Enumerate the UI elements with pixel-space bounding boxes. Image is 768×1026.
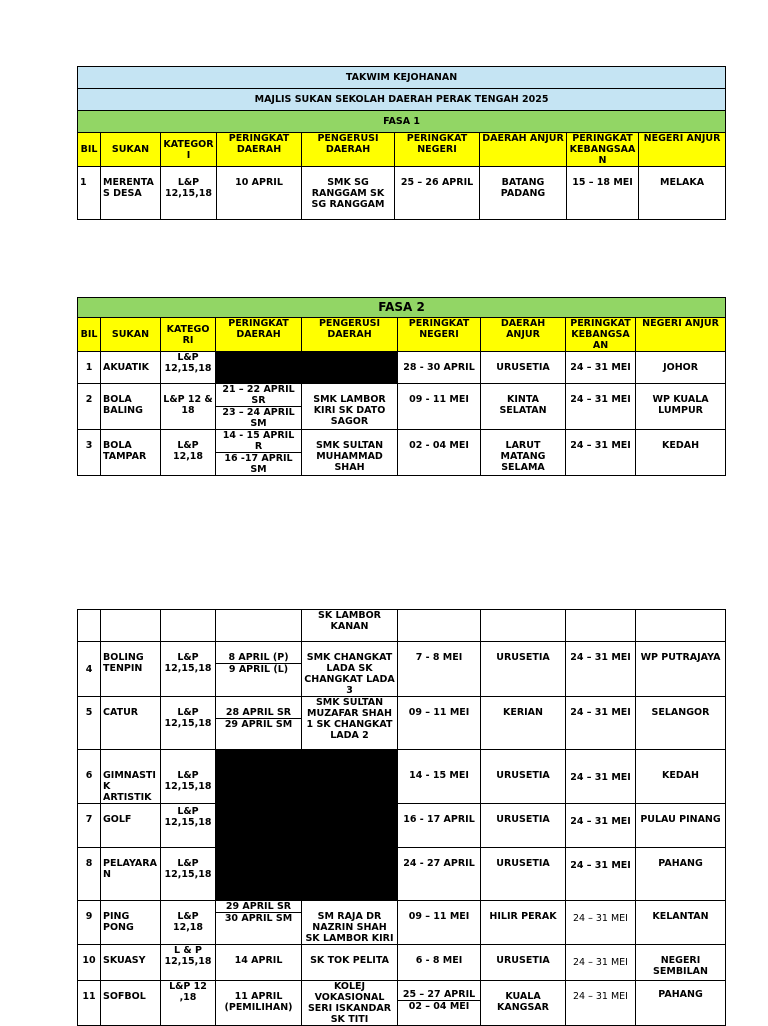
cell-peringkat-negeri [398, 981, 481, 1026]
cell-kebangsaan: 24 – 31 MEI [566, 981, 636, 1026]
cell-daerah-anjur: URUSETIA [481, 352, 566, 384]
cell-sukan: CATUR [101, 697, 161, 750]
cell-daerah-anjur: BATANG PADANG [480, 167, 567, 220]
header-sukan: SUKAN [101, 318, 161, 352]
cell-peringkat-negeri: 6 - 8 MEI [398, 945, 481, 981]
cell-daerah-anjur: KINTA SELATAN [481, 384, 566, 430]
cell-daerah-anjur: URUSETIA [481, 804, 566, 848]
cell-kebangsaan: 24 – 31 MEI [566, 642, 636, 697]
header-kategori: KATEGORI [161, 318, 216, 352]
table-row [78, 901, 726, 945]
table-row [78, 750, 726, 804]
cell-pengerusi: SM RAJA DR NAZRIN SHAH SK LAMBOR KIRI [302, 901, 398, 945]
cell-sukan: BOLING TENPIN [101, 642, 161, 697]
cell-daerah-anjur: HILIR PERAK [481, 901, 566, 945]
cell-kategori: L&P 12,15,18 [161, 697, 216, 750]
cell-pengerusi: SMK SULTAN MUZAFAR SHAH 1 SK CHANGKAT LADA 2 [302, 697, 398, 750]
header-bil: BIL [78, 133, 101, 167]
cell-sukan: GIMNASTIK ARTISTIK [101, 750, 161, 804]
table-row [78, 610, 726, 642]
cell-peringkat-negeri: 09 - 11 MEI [398, 384, 481, 430]
cell-sukan: SOFBOL [101, 981, 161, 1026]
cell-kebangsaan: 24 – 31 MEI [566, 804, 636, 848]
cell-negeri-anjur: KELANTAN [636, 901, 726, 945]
cell-bil: 10 [78, 945, 101, 981]
cell-peringkat-negeri: 7 - 8 MEI [398, 642, 481, 697]
cell-peringkat-negeri: 24 - 27 APRIL [398, 848, 481, 901]
cell-peringkat-daerah [216, 430, 302, 476]
cell-kategori: L&P 12 ,18 [161, 981, 216, 1026]
cell-negeri-anjur: SELANGOR [636, 697, 726, 750]
cell-kebangsaan: 24 – 31 MEI [566, 384, 636, 430]
table-fasa-2-continued [77, 609, 726, 1026]
header-peringkat-negeri: PERINGKAT NEGERI [395, 133, 480, 167]
cell-bil: 1 [78, 352, 101, 384]
cell-peringkat-negeri: 25 – 26 APRIL [395, 167, 480, 220]
cell-sukan: BOLA TAMPAR [101, 430, 161, 476]
cell-kebangsaan: 24 – 31 MEI [566, 901, 636, 945]
header-kategori: KATEGORI [161, 133, 217, 167]
cell-pengerusi: SK LAMBOR KANAN [302, 610, 398, 642]
cell-pengerusi: KOLEJ VOKASIONAL SERI ISKANDAR SK TITI [302, 981, 398, 1026]
negeri-date-a: 25 – 27 APRIL [398, 989, 480, 1001]
header-daerah-anjur: DAERAH ANJUR [481, 318, 566, 352]
table-row [78, 804, 726, 848]
header-peringkat-kebangsaan: PERINGKAT KEBANGSAAN [566, 318, 636, 352]
header-peringkat-daerah: PERINGKAT DAERAH [217, 133, 302, 167]
cell-pengerusi: SMK SULTAN MUHAMMAD SHAH [302, 430, 398, 476]
cell-bil: 4 [78, 642, 101, 697]
cell-daerah-anjur: URUSETIA [481, 848, 566, 901]
table-row [78, 697, 726, 750]
daerah-date-sm: 29 APRIL SM [224, 719, 293, 730]
cell-bil: 8 [78, 848, 101, 901]
cell-sukan: GOLF [101, 804, 161, 848]
fasa-1-label: FASA 1 [78, 111, 726, 133]
cell-peringkat-daerah [216, 384, 302, 430]
header-peringkat-negeri: PERINGKAT NEGERI [398, 318, 481, 352]
cell-negeri-anjur: KEDAH [636, 750, 726, 804]
header-daerah-anjur: DAERAH ANJUR [480, 133, 567, 167]
cell-negeri-anjur: NEGERI SEMBILAN [636, 945, 726, 981]
cell-sukan: PELAYARAN [101, 848, 161, 901]
cell-kategori: L&P 12,15,18 [161, 352, 216, 384]
cell-kategori: L&P 12,15,18 [161, 750, 216, 804]
cell-pengerusi: SMK SG RANGGAM SK SG RANGGAM [302, 167, 395, 220]
cell-kebangsaan: 24 – 31 MEI [566, 430, 636, 476]
cell-kategori: L&P 12,15,18 [161, 167, 217, 220]
negeri-date-b: 02 – 04 MEI [408, 1001, 470, 1012]
table-row [78, 430, 726, 476]
cell-pengerusi: SMK LAMBOR KIRI SK DATO SAGOR [302, 384, 398, 430]
cell-negeri-anjur: PAHANG [636, 981, 726, 1026]
cell-kebangsaan: 24 – 31 MEI [566, 848, 636, 901]
cell-daerah-anjur: KUALA KANGSAR [481, 981, 566, 1026]
cell-pengerusi: SK TOK PELITA [302, 945, 398, 981]
header-pengerusi-daerah: PENGERUSI DAERAH [302, 318, 398, 352]
cell-negeri-anjur: PAHANG [636, 848, 726, 901]
daerah-date-sm: 16 -17 APRIL SM [224, 453, 293, 475]
cell-negeri-anjur: KEDAH [636, 430, 726, 476]
daerah-date-l: 9 APRIL (L) [228, 664, 289, 675]
header-pengerusi-daerah: PENGERUSI DAERAH [302, 133, 395, 167]
table-row [78, 981, 726, 1026]
cell-kebangsaan: 15 – 18 MEI [567, 167, 639, 220]
redacted-block [302, 750, 398, 901]
daerah-date-sm: 23 – 24 APRIL SM [222, 407, 295, 429]
table-row [78, 384, 726, 430]
cell-daerah-anjur: URUSETIA [481, 642, 566, 697]
cell-bil: 7 [78, 804, 101, 848]
redacted-block [216, 750, 302, 901]
cell-negeri-anjur: JOHOR [636, 352, 726, 384]
cell-kebangsaan: 24 – 31 MEI [566, 750, 636, 804]
header-sukan: SUKAN [101, 133, 161, 167]
daerah-date-sm: 30 APRIL SM [224, 913, 293, 924]
header-negeri-anjur: NEGERI ANJUR [636, 318, 726, 352]
cell-peringkat-daerah: 11 APRIL (PEMILIHAN) [216, 981, 302, 1026]
cell-daerah-anjur: LARUT MATANG SELAMA [481, 430, 566, 476]
daerah-date-r: 14 - 15 APRIL R [216, 430, 301, 453]
header-row [78, 133, 726, 167]
cell-peringkat-negeri: 16 - 17 APRIL [398, 804, 481, 848]
table-row [78, 945, 726, 981]
table-row [78, 642, 726, 697]
cell-bil: 9 [78, 901, 101, 945]
cell-kategori: L&P 12,15,18 [161, 804, 216, 848]
cell-bil: 1 [78, 167, 101, 220]
cell-pengerusi: SMK CHANGKAT LADA SK CHANGKAT LADA 3 [302, 642, 398, 697]
table-row [78, 167, 726, 220]
redacted-block [302, 352, 398, 384]
cell-peringkat-negeri: 09 – 11 MEI [398, 697, 481, 750]
cell-negeri-anjur: WP KUALA LUMPUR [636, 384, 726, 430]
cell-daerah-anjur: KERIAN [481, 697, 566, 750]
header-negeri-anjur: NEGERI ANJUR [639, 133, 726, 167]
cell-negeri-anjur: MELAKA [639, 167, 726, 220]
table-fasa-2 [77, 297, 726, 476]
daerah-date-p: 8 APRIL (P) [216, 652, 301, 664]
cell-peringkat-negeri: 28 - 30 APRIL [398, 352, 481, 384]
cell-kategori: L&P 12,15,18 [161, 642, 216, 697]
cell-peringkat-daerah [216, 642, 302, 697]
cell-kebangsaan: 24 – 31 MEI [566, 352, 636, 384]
cell-kategori: L&P 12,18 [161, 430, 216, 476]
cell-bil: 2 [78, 384, 101, 430]
cell-kebangsaan: 24 – 31 MEI [566, 697, 636, 750]
cell-daerah-anjur: URUSETIA [481, 750, 566, 804]
cell-kategori: L&P 12,15,18 [161, 848, 216, 901]
cell-bil: 6 [78, 750, 101, 804]
cell-sukan: AKUATIK [101, 352, 161, 384]
daerah-date-sr: 28 APRIL SR [216, 707, 301, 719]
cell-peringkat-negeri: 09 – 11 MEI [398, 901, 481, 945]
cell-peringkat-daerah [216, 901, 302, 945]
cell-peringkat-negeri: 02 - 04 MEI [398, 430, 481, 476]
cell-peringkat-daerah: 14 APRIL [216, 945, 302, 981]
table-fasa-1 [77, 66, 726, 220]
cell-negeri-anjur: PULAU PINANG [636, 804, 726, 848]
daerah-date-sr: 21 – 22 APRIL SR [216, 384, 301, 407]
cell-peringkat-daerah [216, 697, 302, 750]
cell-sukan: SKUASY [101, 945, 161, 981]
cell-kategori: L&P 12,18 [161, 901, 216, 945]
cell-sukan: MERENTAS DESA [101, 167, 161, 220]
header-bil: BIL [78, 318, 101, 352]
fasa-2-label: FASA 2 [78, 298, 726, 318]
cell-negeri-anjur: WP PUTRAJAYA [636, 642, 726, 697]
cell-kebangsaan: 24 – 31 MEI [566, 945, 636, 981]
cell-kategori: L & P 12,15,18 [161, 945, 216, 981]
title-takwim: TAKWIM KEJOHANAN [78, 67, 726, 89]
cell-bil: 5 [78, 697, 101, 750]
cell-daerah-anjur: URUSETIA [481, 945, 566, 981]
cell-kategori: L&P 12 & 18 [161, 384, 216, 430]
redacted-block [216, 352, 302, 384]
title-majlis: MAJLIS SUKAN SEKOLAH DAERAH PERAK TENGAH 2025 [78, 89, 726, 111]
header-peringkat-daerah: PERINGKAT DAERAH [216, 318, 302, 352]
cell-peringkat-negeri: 14 - 15 MEI [398, 750, 481, 804]
cell-sukan: BOLA BALING [101, 384, 161, 430]
table-row [78, 352, 726, 384]
cell-peringkat-daerah: 10 APRIL [217, 167, 302, 220]
table-row [78, 848, 726, 901]
header-row [78, 318, 726, 352]
header-peringkat-kebangsaan: PERINGKAT KEBANGSAAN [567, 133, 639, 167]
cell-sukan: PING PONG [101, 901, 161, 945]
daerah-date-sr: 29 APRIL SR [216, 901, 301, 913]
cell-bil: 3 [78, 430, 101, 476]
cell-bil: 11 [78, 981, 101, 1026]
